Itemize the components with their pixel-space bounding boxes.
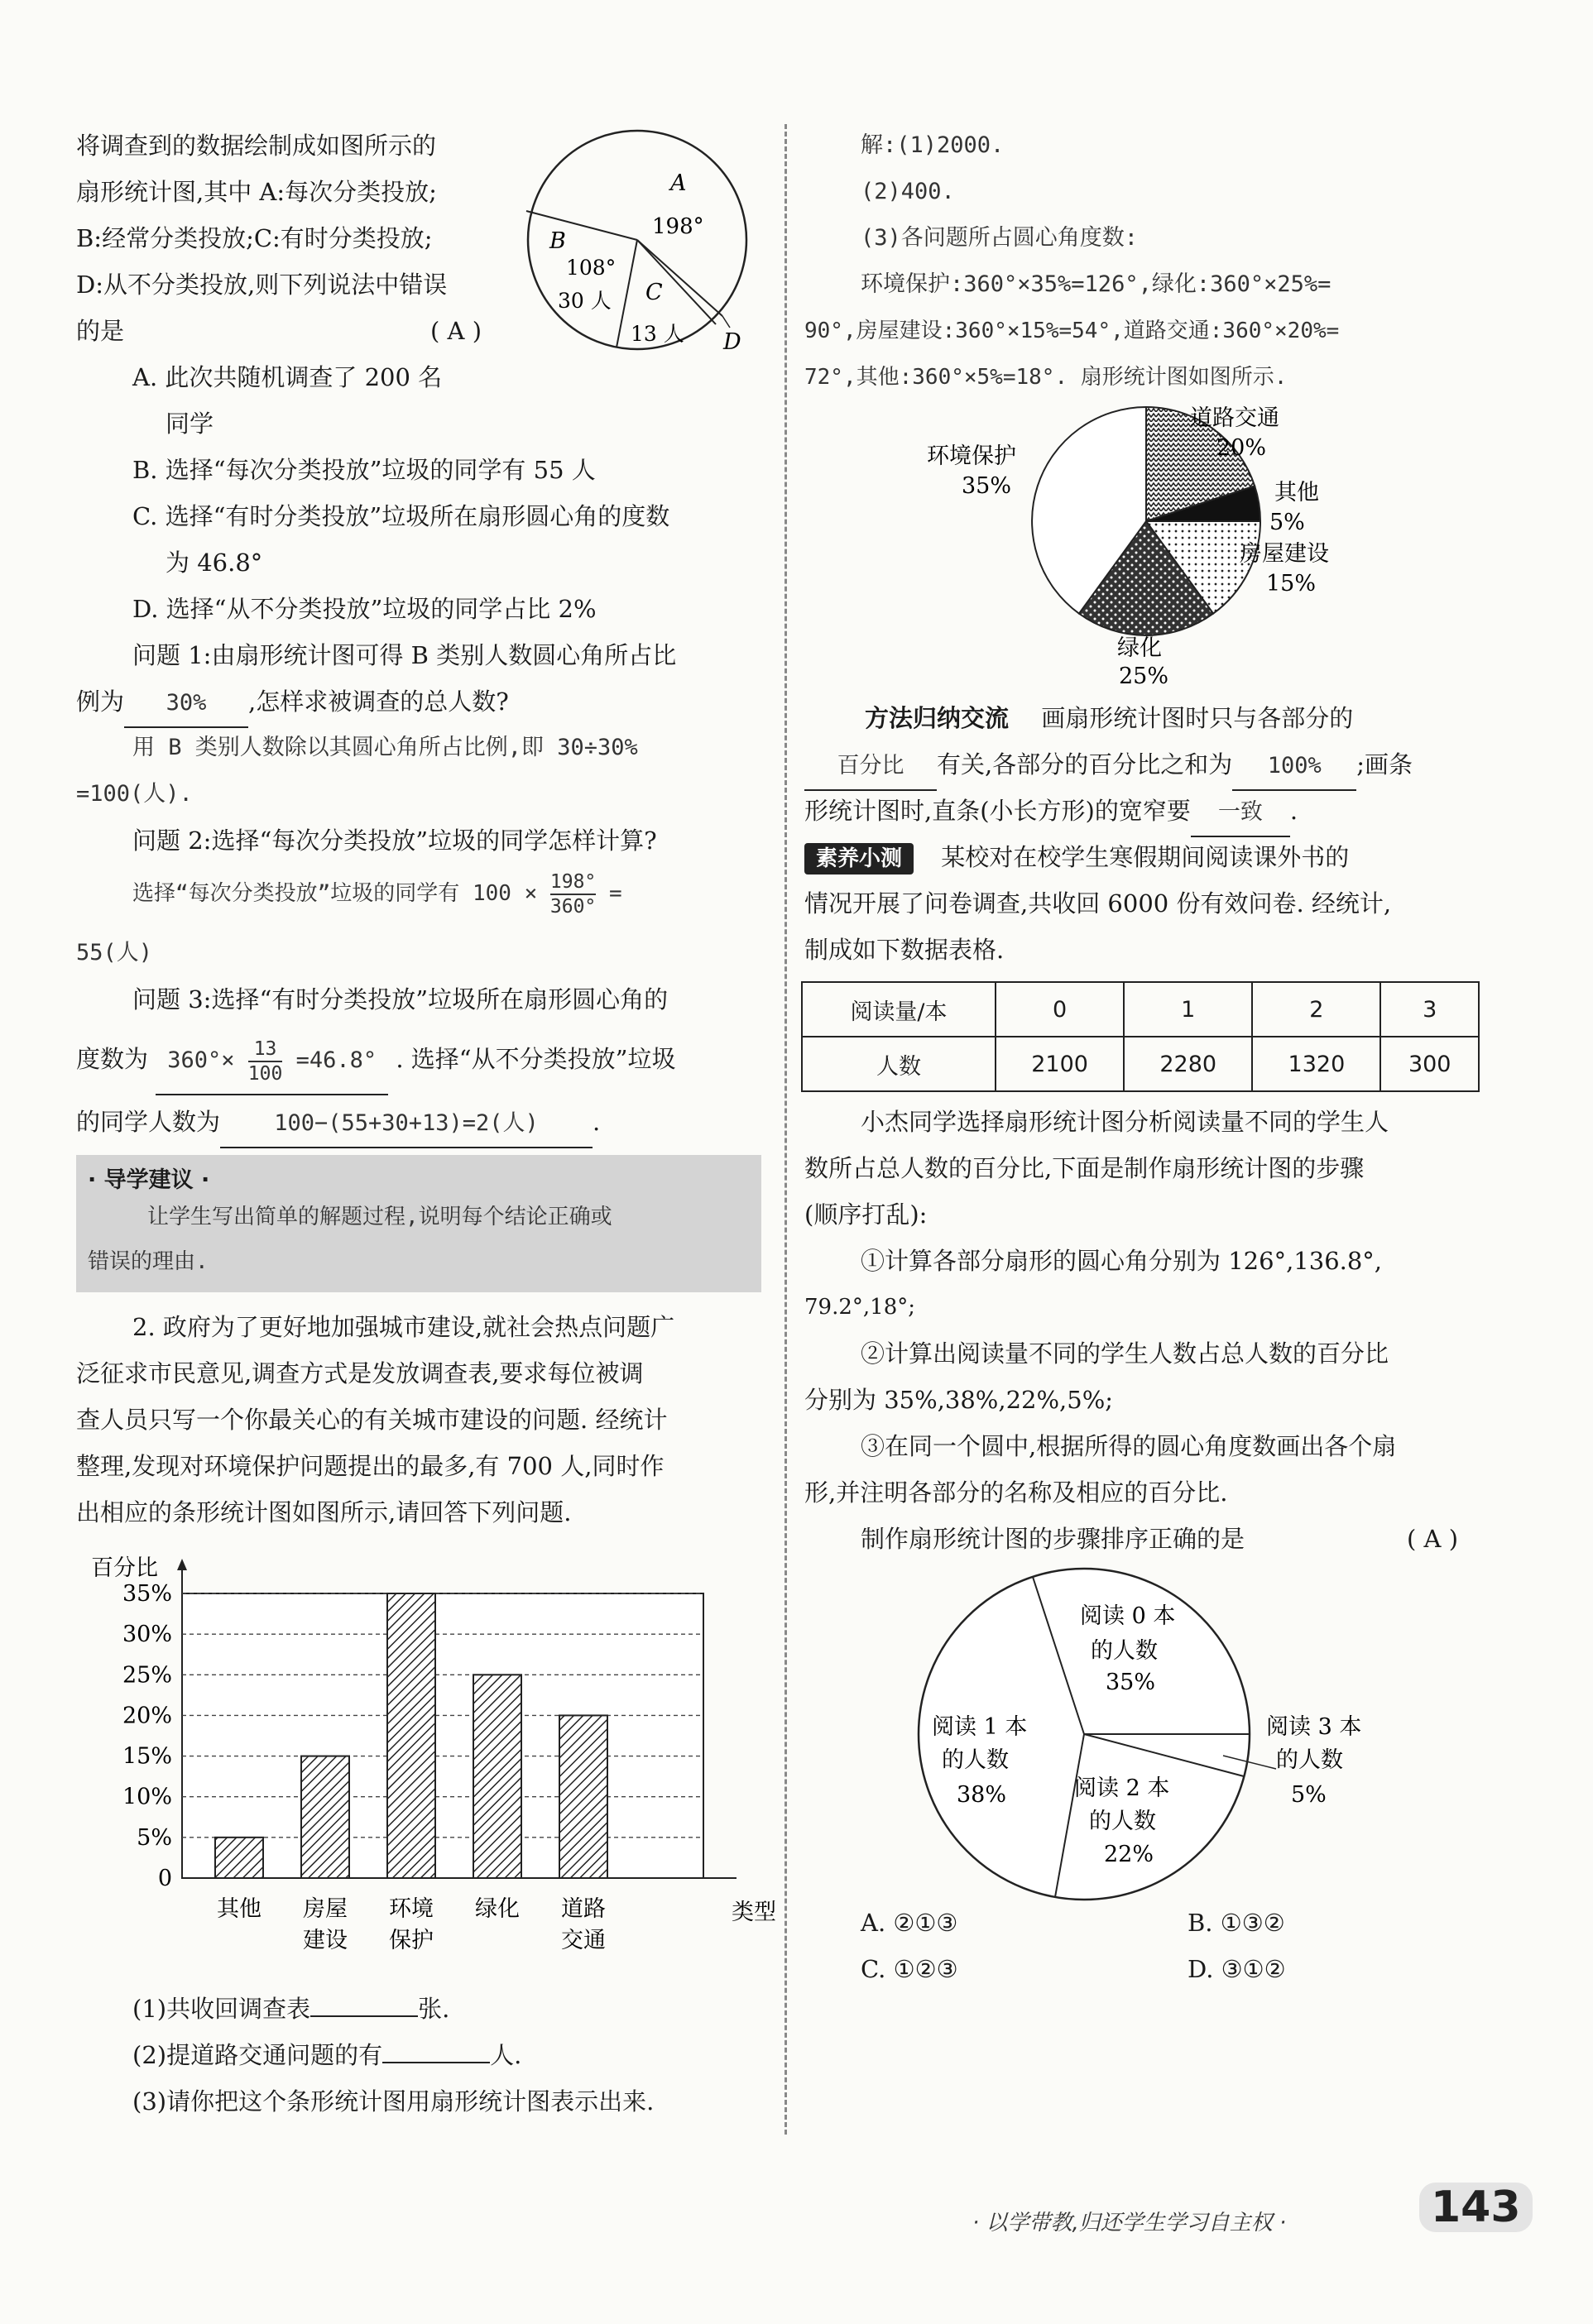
solution-line-4: 环境保护:360°×35%=126°,绿化:360°×25%=	[861, 271, 1331, 297]
choice-b: B. ①③②	[1188, 1909, 1285, 1937]
pie3-0-p: 35%	[1106, 1670, 1156, 1695]
chart-bar	[559, 1715, 607, 1878]
pie-label-d: D	[723, 329, 741, 355]
chart-x-tick-label: 保护	[389, 1928, 434, 1953]
pie2-house-label: 房屋建设	[1240, 541, 1329, 567]
chart-y-tick-label: 10%	[122, 1784, 172, 1810]
q2-line-3: 查人员只写一个你最关心的有关城市建设的问题. 经统计	[76, 1406, 668, 1434]
chart-bar	[387, 1593, 435, 1878]
chart-x-tick-label: 房屋	[303, 1896, 348, 1922]
wt3-blank-a: 360°×	[167, 1047, 235, 1073]
steps-p2: 数所占总人数的百分比,下面是制作扇形统计图的步骤	[804, 1154, 1365, 1182]
table-cell: 3	[1380, 982, 1479, 1037]
method-line-2	[804, 741, 1413, 791]
solution-line-6: 72°,其他:360°×5%=18°. 扇形统计图如图所示.	[804, 365, 1288, 390]
pie3-2-p: 22%	[1104, 1842, 1154, 1867]
q1-pie-chart	[521, 124, 770, 364]
q1-line-5: 的是	[76, 317, 125, 345]
footer-motto: · 以学带教,归还学生学习自主权 ·	[972, 2211, 1287, 2235]
pie3-3-p: 5%	[1291, 1782, 1327, 1808]
method-text-4: 形统计图时,直条(小长方形)的宽窄要	[804, 797, 1191, 825]
wt3-fraction	[248, 1037, 283, 1085]
choice-c: C. ①②③	[861, 1955, 958, 1983]
q2-sub-2-blank	[382, 2062, 490, 2063]
method-text-5: .	[1289, 797, 1298, 825]
choice-a: A. ②①③	[861, 1909, 958, 1937]
option-d: D. 选择“从不分类投放”垃圾的同学占比 2%	[132, 595, 597, 623]
wt3-blank	[156, 1028, 388, 1095]
teaching-guide-title: · 导学建议 ·	[88, 1167, 210, 1193]
reading-table	[801, 981, 1480, 1092]
wt3-line3-prefix: 的同学人数为	[76, 1108, 221, 1136]
wt2-answer	[132, 869, 622, 918]
pie2-env-label: 环境保护	[927, 443, 1016, 469]
solution-pie-chart	[927, 397, 1423, 695]
chart-bar	[215, 1838, 263, 1878]
method-text-3: ;画条	[1356, 750, 1413, 779]
wt3-frac-den: 100	[247, 1062, 283, 1085]
chart-x-tick-label: 绿化	[475, 1896, 520, 1922]
wt3-prefix: 度数为	[76, 1045, 149, 1073]
chart-y-tick-label: 5%	[137, 1824, 172, 1851]
chart-y-tick-label: 15%	[122, 1743, 172, 1770]
chart-y-axis-label: 百分比	[91, 1555, 158, 1581]
table-cell: 人数	[802, 1037, 996, 1091]
wt2-frac-den: 360°	[549, 895, 597, 918]
steps-question: 制作扇形统计图的步骤排序正确的是	[861, 1525, 1245, 1553]
table-cell: 2280	[1124, 1037, 1252, 1091]
q2-line-5: 出相应的条形统计图如图所示,请回答下列问题.	[76, 1498, 572, 1526]
pie2-road-label: 道路交通	[1190, 405, 1279, 431]
wt1-line-1: 问题 1:由扇形统计图可得 B 类别人数圆心角所占比	[132, 641, 677, 669]
pie3-3-a: 阅读 3 本	[1266, 1714, 1362, 1740]
wt3-blank-3: 100−(55+30+13)=2(人)	[220, 1100, 593, 1148]
option-c-1: C. 选择“有时分类投放”垃圾所在扇形圆心角的度数	[132, 502, 670, 530]
method-line-1	[865, 695, 1353, 741]
method-text-1: 画扇形统计图时只与各部分的	[1041, 704, 1354, 732]
method-text-2: 有关,各部分的百分比之和为	[937, 750, 1233, 779]
solution-line-2: (2)400.	[861, 179, 955, 204]
q2-sub-2-unit: 人.	[490, 2041, 522, 2069]
chart-y-tick-label: 0	[157, 1866, 172, 1891]
option-a-1: A. 此次共随机调查了 200 名	[132, 363, 443, 391]
chart-x-tick-label: 建设	[303, 1928, 348, 1953]
wt1-answer-2: =100(人).	[76, 781, 193, 807]
wt3-line3-suffix: .	[593, 1108, 601, 1136]
chart-x-axis-label: 类型	[732, 1900, 776, 1925]
wt1-line-2	[76, 678, 509, 728]
method-line-3	[804, 788, 1298, 837]
pie-value-a: 198°	[652, 214, 704, 239]
method-blank-3: 一致	[1191, 789, 1290, 837]
solution-line-5: 90°,房屋建设:360°×15%=54°,道路交通:360°×20%=	[804, 319, 1340, 343]
pie2-road-pct: 20%	[1216, 435, 1267, 461]
pie-label-b: B	[549, 228, 566, 254]
test-line-2: 情况开展了问卷调查,共收回 6000 份有效问卷. 经统计,	[804, 889, 1392, 918]
steps-p1: 小杰同学选择扇形统计图分析阅读量不同的学生人	[861, 1108, 1389, 1136]
chart-y-axis-arrow	[177, 1559, 187, 1570]
table-cell: 1320	[1252, 1037, 1380, 1091]
step-2a: ②计算出阅读量不同的学生人数占总人数的百分比	[861, 1339, 1389, 1368]
table-row	[802, 982, 1479, 1037]
bar-chart	[74, 1531, 776, 1994]
method-title: 方法归纳交流	[865, 704, 1010, 732]
step-2b: 分别为 35%,38%,22%,5%;	[804, 1386, 1114, 1414]
wt3-frac-num: 13	[248, 1037, 283, 1062]
wt2-line-1: 问题 2:选择“每次分类投放”垃圾的同学怎样计算?	[132, 827, 657, 855]
wt1-suffix: ,怎样求被调查的总人数?	[248, 688, 509, 716]
wt2-equals: =	[608, 881, 622, 906]
choice-d: D. ③①②	[1188, 1955, 1286, 1983]
teaching-guide-box	[76, 1155, 761, 1292]
step-3b: 形,并注明各部分的名称及相应的百分比.	[804, 1478, 1228, 1507]
pie-value-b2: 30 人	[558, 289, 612, 313]
wt3-line-1: 问题 3:选择“有时分类投放”垃圾所在扇形圆心角的	[132, 985, 669, 1013]
pie3-1-a: 阅读 1 本	[932, 1714, 1028, 1740]
option-b: B. 选择“每次分类投放”垃圾的同学有 55 人	[132, 456, 596, 484]
step-1a: ①计算各部分扇形的圆心角分别为 126°,136.8°,	[861, 1247, 1383, 1275]
wt1-answer-1: 用 B 类别人数除以其圆心角所占比例,即 30÷30%	[132, 735, 638, 760]
teaching-guide-line-1: 让学生写出简单的解题过程,说明每个结论正确或	[147, 1205, 612, 1229]
method-blank-1: 百分比	[804, 743, 937, 791]
table-cell: 0	[996, 982, 1124, 1037]
q1-line-1: 将调查到的数据绘制成如图所示的	[76, 132, 437, 160]
page-number: 143	[1419, 2183, 1533, 2232]
q1-answer: ( A )	[430, 317, 482, 345]
step-3a: ③在同一个圆中,根据所得的圆心角度数画出各个扇	[861, 1432, 1397, 1460]
table-cell: 2100	[996, 1037, 1124, 1091]
chart-y-tick-label: 35%	[122, 1581, 172, 1607]
q2-line-1: 2. 政府为了更好地加强城市建设,就社会热点问题广	[132, 1313, 675, 1341]
pie2-other-label: 其他	[1274, 480, 1319, 506]
q2-sub-1-text: (1)共收回调查表	[132, 1995, 311, 2023]
pie3-2-a: 阅读 2 本	[1074, 1775, 1170, 1801]
solution-line-1: 解:(1)2000.	[861, 132, 1005, 158]
wt2-frac-num: 198°	[550, 870, 596, 895]
pie2-green-label: 绿化	[1117, 635, 1162, 661]
chart-x-tick-label: 其他	[217, 1896, 262, 1922]
pie-label-c: C	[645, 280, 663, 305]
q2-sub-1-unit: 张.	[418, 1995, 450, 2023]
pie-label-a: A	[670, 170, 687, 196]
wt3-line-2	[76, 1026, 675, 1095]
pie2-green-pct: 25%	[1119, 664, 1169, 689]
pie3-0-a: 阅读 0 本	[1080, 1603, 1176, 1629]
steps-answer: ( A )	[1407, 1525, 1459, 1553]
option-c-2: 为 46.8°	[166, 549, 263, 577]
wt2-fraction	[550, 870, 596, 918]
method-blank-2: 100%	[1232, 743, 1356, 791]
q2-sub-2	[132, 2032, 521, 2078]
wt1-prefix: 例为	[76, 688, 125, 716]
chart-bar	[473, 1675, 521, 1878]
wt2-answer-2: 55(人)	[76, 940, 153, 966]
pie3-1-p: 38%	[957, 1782, 1007, 1808]
q1-line-4: D:从不分类投放,则下列说法中错误	[76, 271, 448, 299]
q1-line-3: B:经常分类投放;C:有时分类投放;	[76, 224, 433, 252]
table-row	[802, 1037, 1479, 1091]
pie3-2-b: 的人数	[1089, 1809, 1156, 1834]
chart-x-tick-label: 交通	[561, 1928, 606, 1953]
pie3-1-b: 的人数	[942, 1747, 1009, 1773]
chart-y-tick-label: 20%	[122, 1703, 172, 1729]
chart-x-tick-label: 环境	[389, 1896, 434, 1922]
pie2-env-pct: 35%	[962, 473, 1012, 499]
q2-line-2: 泛征求市民意见,调查方式是发放调查表,要求每位被调	[76, 1359, 644, 1387]
q1-line-2: 扇形统计图,其中 A:每次分类投放;	[76, 178, 437, 206]
reading-pie-chart	[894, 1564, 1390, 1928]
table-cell: 2	[1252, 982, 1380, 1037]
q2-sub-1-blank	[310, 2015, 418, 2017]
test-badge: 素养小测	[804, 843, 914, 874]
chart-plot-frame	[182, 1593, 703, 1878]
chart-y-tick-label: 25%	[122, 1662, 172, 1689]
table-cell: 300	[1380, 1037, 1479, 1091]
wt3-suffix: . 选择“从不分类投放”垃圾	[396, 1045, 676, 1073]
pie-value-c: 13 人	[631, 322, 684, 346]
wt2-answer-text: 选择“每次分类投放”垃圾的同学有 100 ×	[132, 881, 538, 906]
chart-y-tick-label: 30%	[122, 1622, 172, 1648]
steps-p3: (顺序打乱):	[804, 1200, 928, 1229]
solution-line-3: (3)各问题所占圆心角度数:	[861, 225, 1139, 251]
table-cell: 阅读量/本	[802, 982, 996, 1037]
test-line-1	[804, 834, 1349, 882]
wt3-blank-b: =46.8°	[295, 1047, 377, 1073]
pie3-0-b: 的人数	[1091, 1638, 1158, 1664]
q2-sub-1	[132, 1986, 449, 2032]
table-cell: 1	[1124, 982, 1252, 1037]
chart-bar	[301, 1756, 349, 1878]
q2-sub-3: (3)请你把这个条形统计图用扇形统计图表示出来.	[132, 2087, 655, 2116]
teaching-guide-line-2: 错误的理由.	[88, 1249, 209, 1274]
pie3-3-b: 的人数	[1276, 1747, 1343, 1773]
pie2-house-pct: 15%	[1266, 571, 1317, 597]
chart-x-tick-label: 道路	[561, 1896, 606, 1922]
wt1-blank: 30%	[124, 680, 248, 728]
option-a-2: 同学	[166, 410, 214, 438]
pie-value-b1: 108°	[566, 256, 617, 280]
wt3-line-3	[76, 1099, 600, 1148]
test-line-3: 制成如下数据表格.	[804, 936, 1005, 964]
test-text-1: 某校对在校学生寒假期间阅读课外书的	[941, 843, 1350, 871]
step-1b: 79.2°,18°;	[804, 1295, 915, 1320]
q2-sub-2-text: (2)提道路交通问题的有	[132, 2041, 383, 2069]
column-divider	[785, 124, 787, 2135]
pie2-other-pct: 5%	[1269, 510, 1305, 535]
q2-line-4: 整理,发现对环境保护问题提出的最多,有 700 人,同时作	[76, 1452, 665, 1480]
